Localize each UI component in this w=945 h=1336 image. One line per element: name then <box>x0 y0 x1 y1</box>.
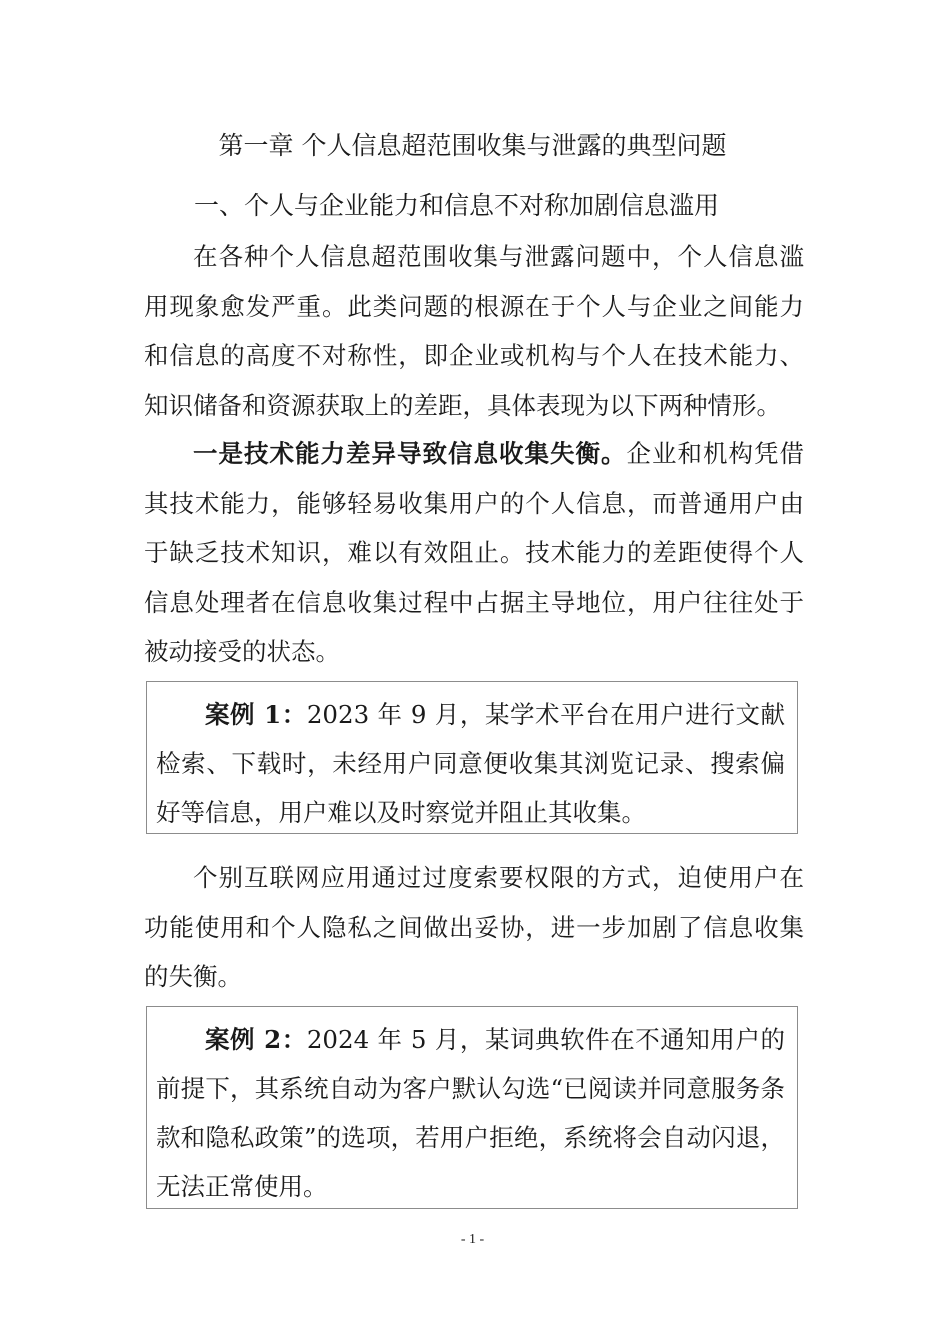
case-2-body: 2024 年 5 月，某词典软件在不通知用户的前提下，其系统自动为客户默认勾选“已阅读并同意服务条款和隐私政策”的选项，若用户拒绝，系统将会自动闪退，无法正常使用。 <box>156 1025 786 1201</box>
case-1-text <box>156 690 785 837</box>
case-box-1 <box>146 681 798 834</box>
paragraph-tech-gap <box>144 429 804 677</box>
case-2-label: 案例 2： <box>205 1025 307 1054</box>
paragraph-intro: 在各种个人信息超范围收集与泄露问题中，个人信息滥用现象愈发严重。此类问题的根源在于个人与企业之间能力和信息的高度不对称性，即企业或机构与个人在技术能力、知识储备和资源获取上的差距，具体表现为以下两种情形。 <box>144 242 804 420</box>
page-number: - 1 - <box>460 1232 485 1247</box>
section-heading: 一、个人与企业能力和信息不对称加剧信息滥用 <box>194 191 720 220</box>
paragraph-permissions: 个别互联网应用通过过度索要权限的方式，迫使用户在功能使用和个人隐私之间做出妥协，进一步加剧了信息收集的失衡。 <box>144 863 804 991</box>
case-1-label: 案例 1： <box>205 700 307 729</box>
case-box-2 <box>146 1006 798 1209</box>
case-1-body: 2023 年 9 月，某学术平台在用户进行文献检索、下载时，未经用户同意便收集其浏览记录、搜索偏好等信息，用户难以及时察觉并阻止其收集。 <box>156 700 786 827</box>
case-2-text <box>156 1015 785 1211</box>
chapter-title: 第一章 个人信息超范围收集与泄露的典型问题 <box>218 131 727 160</box>
paragraph-body: 企业和机构凭借其技术能力，能够轻易收集用户的个人信息，而普通用户由于缺乏技术知识，难以有效阻止。技术能力的差距使得个人信息处理者在信息收集过程中占据主导地位，用户往往处于被动接受的状态。 <box>144 439 804 666</box>
paragraph-lead-bold: 一是技术能力差异导致信息收集失衡。 <box>193 439 627 468</box>
